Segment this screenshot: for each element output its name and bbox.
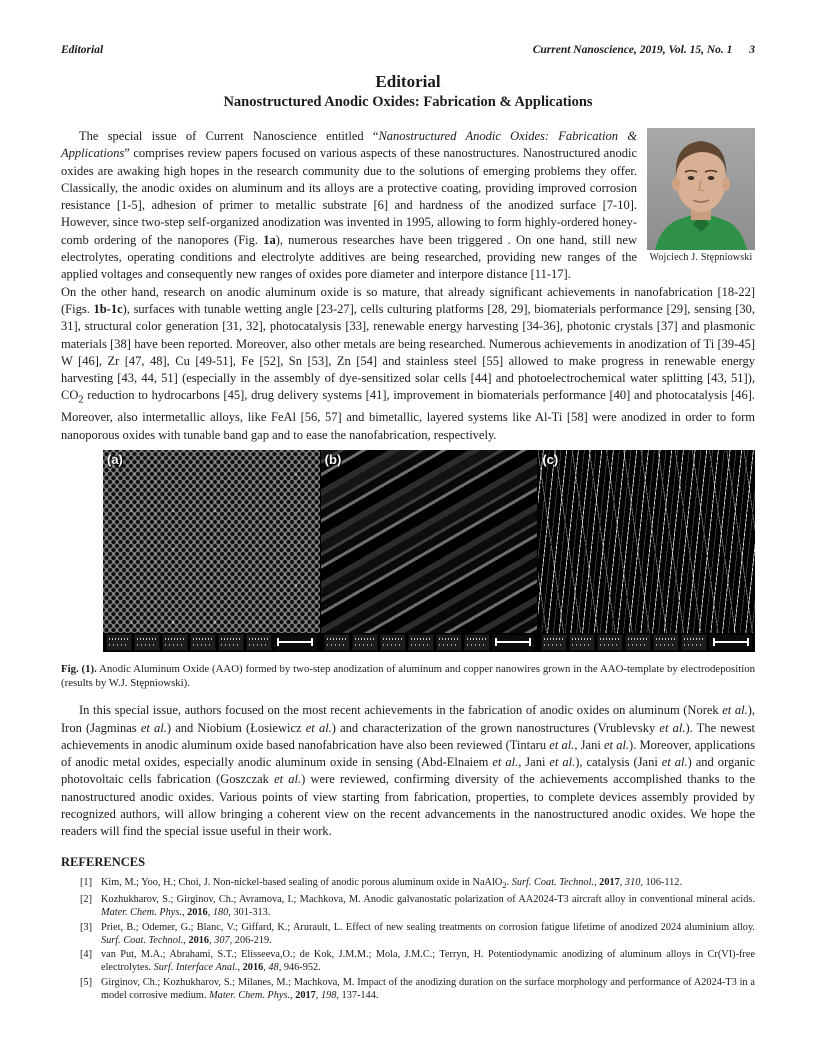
reference-number: [3] xyxy=(80,921,93,933)
sem-info-cell xyxy=(190,634,216,651)
sem-info-cell xyxy=(681,634,707,651)
reference-item xyxy=(61,948,755,975)
sem-info-cell xyxy=(597,634,623,651)
running-header-left: Editorial xyxy=(61,44,104,56)
figure-panel-b xyxy=(321,450,538,652)
sem-image-aao-pores xyxy=(103,450,320,633)
sem-image-nanowires-thin xyxy=(538,450,755,633)
sem-info-cell xyxy=(324,634,350,651)
author-photo-caption: Wojciech J. Stępniowski xyxy=(649,252,753,263)
sem-info-cell xyxy=(380,634,406,651)
sem-info-cell xyxy=(625,634,651,651)
sem-info-cell xyxy=(653,634,679,651)
paragraph-achievements: On the other hand, research on anodic aluminum oxide is so mature, that already significant achievements in nanofabrication [18-22] (Figs. 1b-1c), surfaces with tunable wetting angle [23-27], cells culturing platforms [28, 29], biomaterials performance [29], sensing [30, 31], structural color generation [31, 32], photocatalysis [33], renewable energy harvesting [34-36], photonic crystals [37] and plasmonic materials [38] have been reported. Moreover, also other metals are being researched. Numerous achievements in anodization of Ti [39-45] W [46], Zr [47, 48], Cu [49-51], Fe [52], Sn [53], Zn [54] and stainless steel [55] allowed to make progress in renewable energy harvesting [43, 44, 51] (especially in the assembly of dye-sensitized solar cells [44] and photoelectrochemical water splitting [43, 51]), $CO_2$ reduction to hydrocarbons [45], drug delivery systems [41], improvement in biomaterials performance [40] and photocatalysis [46]. Moreover, also intermetallic alloys, like FeAl [56, 57] and bimetallic, layered systems like Al-Ti [58] were anodized in order to form nanoporous oxides with tunable band gap and to ease the nanofabrication, respectively. xyxy=(61,284,755,442)
reference-item xyxy=(61,876,755,892)
sem-info-cell xyxy=(408,634,434,651)
references-heading: REFERENCES xyxy=(61,854,146,869)
panel-label-c: (c) xyxy=(542,451,559,467)
sem-info-cell xyxy=(246,634,272,651)
sem-info-cell xyxy=(464,634,490,651)
sem-info-cell xyxy=(541,634,567,651)
sem-info-cell xyxy=(106,634,132,651)
paragraph-intro: The special issue of Current Nanoscience entitled “Nanostructured Anodic Oxides: Fabrication & Applications” comprises review papers focused on various aspects of these nanostructures. Nanostructured anodic oxides are awaking high hopes in the research community due to the solutions of emerging problems they offer. Classically, the anodic oxides on aluminum and its alloys are a protective coating, providing improved corrosion resistance [1-5], adhesion of primer to metallic substrate [6] and hardness of the anodized surface [7-10]. However, since two-step self-organized anodization was invented in 1995, allowing to form highly-ordered honey-comb ordering of the nanopores (Fig. 1a), numerous researches have been triggered . On one hand, still new electrolytes, operating conditions and electrolyte additives are being researched, providing new ranges of the applied voltages and consequently new ranges of oxides pore diameter and interpore distance [11-17]. xyxy=(61,129,637,282)
article-type-title: Editorial xyxy=(375,72,441,91)
page-number: 3 xyxy=(749,44,755,56)
sem-info-cell xyxy=(569,634,595,651)
figure-1-caption: Fig. (1). Anodic Aluminum Oxide (AAO) formed by two-step anodization of aluminum and copper nanowires grown in the AAO-template by electrodeposition (results by W.J. Stępniowski). xyxy=(61,662,755,690)
figure-panel-c xyxy=(538,450,755,652)
article-body-2 xyxy=(61,702,755,840)
reference-item xyxy=(61,921,755,948)
figure-panel-a xyxy=(103,450,320,652)
reference-text: van Put, M.A.; Abrahami, S.T.; Elisseeva,O.; de Kok, J.M.M.; Mola, J.M.C.; Terryn, H. Potentiodynamic anodizing of aluminum alloys in Cr(VI)-free electrolytes. Surf. Interface Anal., 2016, 48, 946-952. xyxy=(101,949,755,974)
reference-number: [1] xyxy=(80,876,93,888)
article-body xyxy=(61,128,755,444)
panel-label-a: (a) xyxy=(107,451,123,467)
figure-1-panels xyxy=(103,450,755,652)
sem-info-cell xyxy=(134,634,160,651)
figure-1 xyxy=(61,450,755,690)
sem-info-cell xyxy=(162,634,188,651)
author-photo-block xyxy=(647,128,755,264)
sem-scale-bar xyxy=(492,635,535,650)
sem-info-cell xyxy=(436,634,462,651)
reference-number: [4] xyxy=(80,949,93,961)
sem-metadata-strip xyxy=(321,633,538,652)
reference-item xyxy=(61,976,755,1003)
reference-number: [2] xyxy=(80,893,93,905)
reference-text: Priet, B.; Odemer, G.; Blanc, V.; Giffard, K.; Arurault, L. Effect of new sealing treatments on corrosion fatigue lifetime of anodized 2024 aluminium alloy. Surf. Coat. Technol., 2016, 307, 206-219. xyxy=(101,921,755,946)
sem-scale-bar xyxy=(709,635,752,650)
journal-citation: Current Nanoscience, 2019, Vol. 15, No. 1 xyxy=(532,44,733,56)
sem-scale-bar xyxy=(274,635,317,650)
reference-text: Kozhukharov, S.; Girginov, Ch.; Avramova, I.; Machkova, M. Anodic galvanostatic polarization of AA2024-T3 aircraft alloy in conventional mineral acids. Mater. Chem. Phys., 2016, 180, 301-313. xyxy=(101,893,755,919)
article-title: Nanostructured Anodic Oxides: Fabrication & Applications xyxy=(223,94,593,110)
reference-text: Kim, M.; Yoo, H.; Choi, J. Non-nickel-based sealing of anodic porous aluminum oxide in NaAlO$_2$. Surf. Coat. Technol., 2017, 310, 106-112. xyxy=(101,876,683,890)
reference-number: [5] xyxy=(80,976,93,988)
reference-text: Girginov, Ch.; Kozhukharov, S.; Milanes, M.; Machkova, M. Impact of the anodizing duration on the surface morphology and performance of A2024-T3 in a model corrosive medium. Mater. Chem. Phys., 2017, 198, 137-144. xyxy=(101,976,755,1002)
paragraph-special-issue: In this special issue, authors focused on the most recent achievements in the fabrication of anodic oxides on aluminum (Norek et al.), Iron (Jagminas et al.) and Niobium (Łosiewicz et al.) and characterization of the grown nanostructures (Vrublevsky et al.). The newest achievements in anodic aluminum oxide based nanofabrication have also been reviewed (Tintaru et al., Jani et al.). Moreover, applications of anodic metal oxides, especially anodic aluminum oxide in sensing (Abd-Elnaiem et al., Jani et al.), catalysis (Jani et al.) and organic photovoltaic cells fabrication (Goszczak et al.) were reviewed, confirming diversity of the achievements accomplished thanks to the nanostructured anodic oxides. Various points of view starting from fabrication, properties, to complete devices assembly provided by recognized authors, will allow bringing a coherent view on the recent advancements in the nanostructured anodic oxides. We hope the readers will find the special issue useful in their work. xyxy=(61,703,756,839)
panel-label-b: (b) xyxy=(324,451,342,467)
sem-image-nanowires-wide xyxy=(321,450,538,633)
reference-item xyxy=(61,893,755,920)
references-list xyxy=(61,876,755,1003)
author-portrait-image xyxy=(647,128,755,250)
running-header xyxy=(61,44,755,56)
sem-info-cell xyxy=(218,634,244,651)
running-header-right xyxy=(533,44,755,56)
sem-metadata-strip xyxy=(538,633,755,652)
sem-metadata-strip xyxy=(103,633,320,652)
sem-info-cell xyxy=(352,634,378,651)
